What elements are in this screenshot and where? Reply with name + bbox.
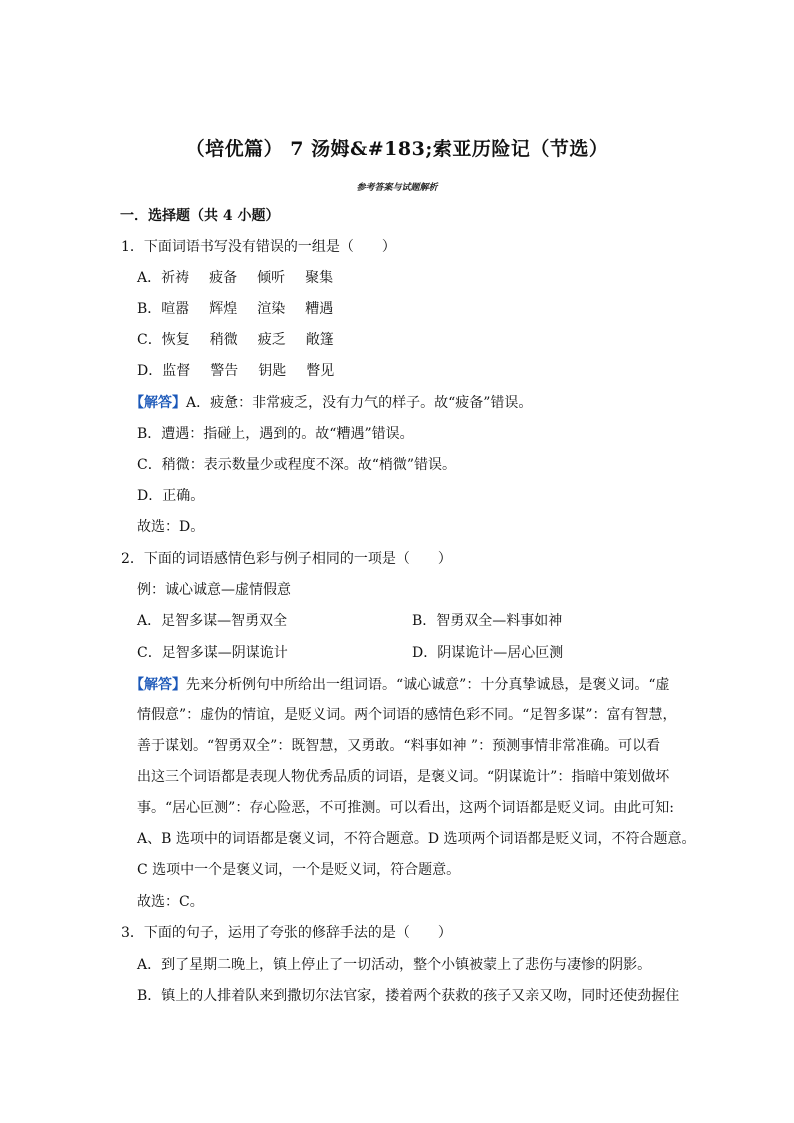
word: 监督 bbox=[162, 363, 191, 379]
q2-example: 例：诚心诚意—虚情假意 bbox=[137, 582, 291, 598]
q2-option-b: B．智勇双全—料事如神 bbox=[412, 613, 563, 629]
q1-answer-line-1 bbox=[130, 392, 532, 414]
question-2-stem: 2．下面的词语感情色彩与例子相同的一项是（ ） bbox=[121, 551, 452, 567]
q1-option-a bbox=[137, 267, 353, 289]
question-3-stem: 3．下面的句子，运用了夸张的修辞手法的是（ ） bbox=[121, 925, 452, 941]
q2-conclusion: 故选：C。 bbox=[137, 894, 204, 910]
word: 糟遇 bbox=[305, 301, 334, 317]
word: 瞥见 bbox=[306, 363, 335, 379]
q2-option-c: C．足智多谋—阴谋诡计 bbox=[137, 645, 288, 661]
q1-answer-line-5: 故选：D。 bbox=[137, 519, 205, 535]
answer-tag: 【解答】 bbox=[130, 395, 186, 411]
document-title: （培优篇） 7 汤姆&#183;索亚历险记（节选） bbox=[185, 138, 609, 160]
q1-option-b bbox=[137, 298, 353, 320]
q2-answer-line-3: 善于谋划。“智勇双全”：既智慧，又勇敢。“料事如神 ”：预测事情非常准确。可以看 bbox=[137, 738, 661, 754]
word: 警告 bbox=[210, 363, 239, 379]
word: 祈祷 bbox=[161, 270, 190, 286]
answer-text: A．疲惫：非常疲乏，没有力气的样子。故“疲备”错误。 bbox=[186, 395, 533, 411]
q2-answer-line-5: 事。“居心叵测”：存心险恶，不可推测。可以看出，这两个词语都是贬义词。由此可知: bbox=[137, 800, 675, 816]
q2-answer-line-2: 情假意”：虚伪的情谊，是贬义词。两个词语的感情色彩不同。“足智多谋”：富有智慧， bbox=[137, 707, 677, 723]
word: 敞篷 bbox=[305, 332, 334, 348]
question-1-stem: 1．下面词语书写没有错误的一组是（ ） bbox=[121, 239, 396, 255]
section-heading: 一．选择题（共 4 小题） bbox=[120, 208, 280, 224]
word: 喧嚣 bbox=[161, 301, 190, 317]
q2-answer-line-1 bbox=[130, 674, 669, 696]
q1-answer-line-2: B．遭遇：指碰上，遇到的。故“糟遇”错误。 bbox=[137, 426, 414, 442]
q3-option-b: B．镇上的人排着队来到撒切尔法官家，搂着两个获救的孩子又亲又吻，同时还使劲握住 bbox=[137, 988, 680, 1004]
word: 渲染 bbox=[257, 301, 286, 317]
q1-answer-line-3: C．稍微：表示数量少或程度不深。故“梢微”错误。 bbox=[137, 457, 457, 473]
word: 疲备 bbox=[209, 270, 238, 286]
q1-option-c bbox=[137, 329, 354, 351]
option-label: A． bbox=[137, 270, 162, 286]
q1-option-d bbox=[137, 360, 354, 382]
word: 聚集 bbox=[305, 270, 334, 286]
q1-answer-line-4: D．正确。 bbox=[137, 488, 205, 504]
q2-option-d: D．阴谋诡计—居心叵测 bbox=[412, 645, 564, 661]
word: 恢复 bbox=[161, 332, 190, 348]
word: 辉煌 bbox=[209, 301, 238, 317]
word: 钥匙 bbox=[258, 363, 287, 379]
word: 倾听 bbox=[257, 270, 286, 286]
q2-option-a: A．足智多谋—智勇双全 bbox=[137, 613, 288, 629]
word: 稍微 bbox=[209, 332, 238, 348]
answer-text: 先来分析例句中所给出一组词语。“诚心诚意”：十分真挚诚恳，是褒义词。“虚 bbox=[186, 677, 670, 693]
word: 疲乏 bbox=[257, 332, 286, 348]
answer-tag: 【解答】 bbox=[130, 677, 186, 693]
option-label: B． bbox=[137, 301, 162, 317]
q2-answer-line-4: 出这三个词语都是表现人物优秀品质的词语，是褒义词。“阴谋诡计”：指暗中策划做坏 bbox=[137, 769, 670, 785]
q2-answer-line-7: C 选项中一个是褒义词，一个是贬义词，符合题意。 bbox=[137, 862, 461, 878]
document-subtitle: 参考答案与试题解析 bbox=[356, 183, 438, 193]
option-label: C． bbox=[137, 332, 162, 348]
q3-option-a: A．到了星期二晚上，镇上停止了一切活动，整个小镇被蒙上了悲伤与凄惨的阴影。 bbox=[137, 957, 652, 973]
q2-answer-line-6: A、B 选项中的词语都是褒义词，不符合题意。D 选项两个词语都是贬义词，不符合题意。 bbox=[137, 831, 696, 847]
option-label: D． bbox=[137, 363, 163, 379]
